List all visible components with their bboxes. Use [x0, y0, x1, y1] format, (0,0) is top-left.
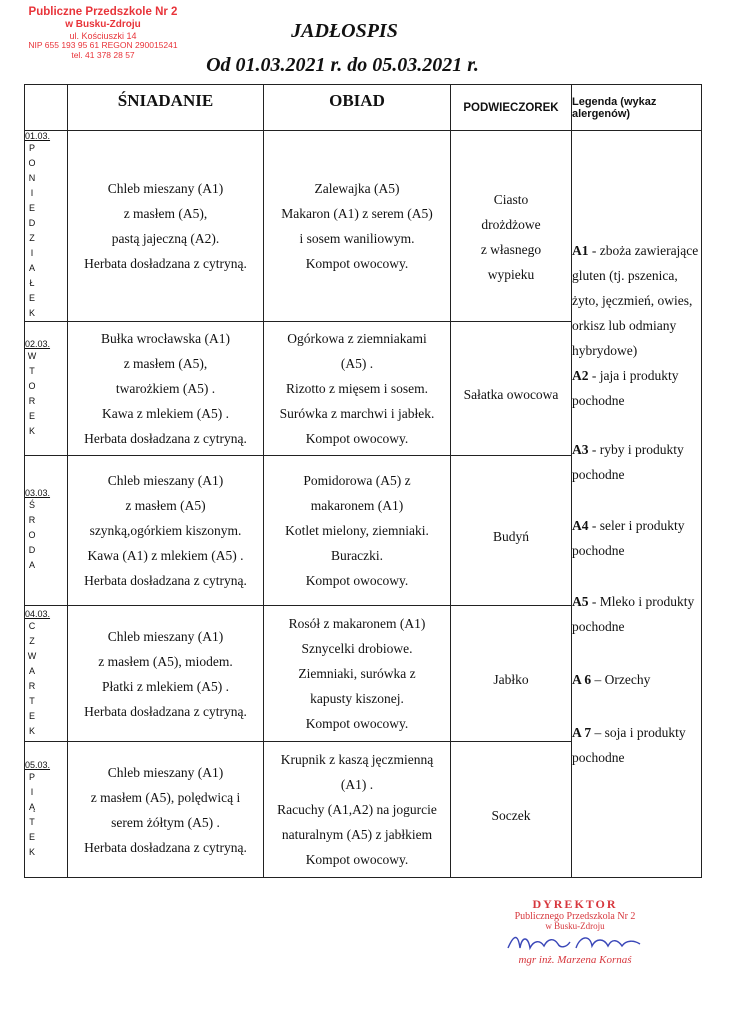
- lunch-cell: [264, 606, 451, 742]
- lunch-line: Rosół z makaronem (A1): [288, 616, 426, 631]
- day-cell: [25, 322, 68, 456]
- lunch-line: (A5) .: [340, 356, 374, 371]
- day-letter: A: [28, 665, 35, 676]
- legend-item: [572, 589, 701, 639]
- corner-cell: [25, 85, 68, 131]
- signature-line: DYREKTOR: [532, 897, 618, 911]
- stamp-line: ul. Kościuszki 14: [69, 30, 137, 41]
- lunch-line: kapusty kiszonej.: [310, 691, 404, 706]
- breakfast-line: Chleb mieszany (A1): [107, 764, 224, 780]
- legend-text: - ryby i produkty pochodne: [572, 442, 684, 482]
- day-letter: P: [28, 771, 35, 782]
- snack-cell: [451, 606, 572, 742]
- day-letter: D: [28, 545, 36, 555]
- breakfast-line: z masłem (A5): [125, 498, 206, 513]
- snack-line: Budyń: [492, 529, 529, 544]
- lunch-cell: [264, 131, 451, 322]
- legend-code: A2: [572, 368, 589, 383]
- day-letter: Ą: [28, 801, 35, 812]
- legend-text: – Orzechy: [591, 672, 651, 687]
- breakfast-line: Chleb mieszany (A1): [107, 628, 224, 644]
- lunch-line: Kompot owocowy.: [305, 256, 409, 271]
- day-letter: Z: [29, 233, 35, 243]
- day-letter: E: [28, 203, 35, 213]
- legend-item: [572, 437, 701, 487]
- breakfast-line: z masłem (A5), miodem.: [98, 653, 233, 669]
- snack-line: Jabłko: [493, 672, 529, 687]
- day-letter: T: [29, 816, 35, 827]
- breakfast-line: Herbata dosładzana z cytryną.: [84, 703, 247, 719]
- snack-line: drożdżowe: [481, 217, 541, 232]
- snack-cell: [451, 131, 572, 322]
- lunch-cell: [264, 322, 451, 456]
- day-cell: [25, 606, 68, 742]
- legend-item: [572, 667, 701, 692]
- legend-text: – soja i produkty pochodne: [572, 725, 686, 765]
- lunch-line: Zalewajka (A5): [314, 181, 400, 196]
- lunch-line: Kompot owocowy.: [305, 852, 409, 867]
- breakfast-cell: [68, 742, 264, 878]
- header-breakfast: ŚNIADANIE: [68, 85, 264, 131]
- day-letter: W: [27, 650, 37, 661]
- signature-line: mgr inż. Marzena Kornaś: [518, 954, 632, 967]
- day-cell: [25, 131, 68, 322]
- breakfast-line: serem żółtym (A5) .: [111, 814, 220, 830]
- legend-code: A 6: [572, 672, 592, 687]
- breakfast-line: Chleb mieszany (A1): [107, 181, 224, 196]
- day-letter: I: [30, 188, 34, 198]
- snack-cell: [451, 742, 572, 878]
- lunch-line: Kompot owocowy.: [305, 573, 409, 588]
- day-letter: Z: [29, 635, 35, 646]
- stamp-line: Publiczne Przedszkole Nr 2: [28, 6, 178, 18]
- day-letter: K: [28, 425, 35, 436]
- legend-text: - zboża zawierające gluten (tj. pszenica, żyto, jęczmień, owies, orkisz lub odmiany hybrydowe): [572, 243, 699, 358]
- day-date: 05.03.: [25, 759, 51, 770]
- breakfast-line: Herbata dosładzana z cytryną.: [84, 839, 247, 855]
- day-letter: I: [30, 248, 34, 258]
- breakfast-cell: [68, 322, 264, 456]
- snack-line: Soczek: [491, 808, 531, 823]
- snack-line: Sałatka owocowa: [463, 387, 559, 402]
- day-letter: T: [29, 695, 35, 706]
- header-legend: Legenda (wykaz alergenów): [572, 85, 702, 131]
- lunch-line: Ogórkowa z ziemniakami: [287, 331, 427, 346]
- lunch-line: Pomidorowa (A5) z: [303, 473, 411, 488]
- breakfast-line: Herbata dosładzana z cytryną.: [84, 256, 247, 271]
- breakfast-line: Kawa z mlekiem (A5) .: [101, 406, 230, 421]
- handwritten-signature-icon: [500, 932, 650, 954]
- legend-text: - seler i produkty pochodne: [572, 518, 685, 558]
- stamp-line: NIP 655 193 95 61 REGON 290015241: [28, 40, 178, 51]
- day-name-vertical: [27, 770, 37, 860]
- day-letter: R: [28, 515, 36, 525]
- day-name-vertical: [27, 619, 37, 739]
- lunch-line: naturalnym (A5) z jabłkiem: [281, 827, 433, 842]
- breakfast-line: z masłem (A5),: [123, 206, 208, 221]
- day-letter: N: [28, 173, 36, 183]
- day-letter: Ś: [28, 500, 35, 510]
- lunch-line: Krupnik z kaszą jęczmienną: [280, 752, 434, 767]
- lunch-line: Kompot owocowy.: [305, 431, 409, 446]
- breakfast-cell: [68, 131, 264, 322]
- day-letter: O: [28, 158, 36, 168]
- breakfast-cell: [68, 456, 264, 606]
- breakfast-line: Herbata dosładzana z cytryną.: [84, 431, 247, 446]
- day-date: 01.03.: [25, 131, 51, 141]
- day-letter: I: [30, 786, 34, 797]
- day-letter: R: [28, 395, 36, 406]
- day-letter: E: [28, 831, 35, 842]
- lunch-line: Kotlet mielony, ziemniaki.: [285, 523, 429, 538]
- day-cell: [25, 456, 68, 606]
- snack-line: wypieku: [487, 267, 535, 282]
- header-snack: PODWIECZOREK: [451, 85, 572, 131]
- page-title: JADŁOSPIS: [291, 20, 398, 42]
- day-name-vertical: [27, 349, 37, 439]
- breakfast-cell: [68, 606, 264, 742]
- stamp-line: tel. 41 378 28 57: [71, 49, 135, 60]
- day-letter: K: [28, 725, 35, 736]
- legend-code: A4: [572, 518, 589, 533]
- legend-code: A 7: [572, 725, 592, 740]
- day-letter: E: [28, 410, 35, 421]
- signature-line: Publicznego Przedszkola Nr 2: [514, 911, 636, 923]
- breakfast-line: twarożkiem (A5) .: [115, 381, 216, 396]
- breakfast-line: Płatki z mlekiem (A5) .: [101, 678, 230, 694]
- menu-row: [25, 131, 702, 322]
- lunch-line: makaronem (A1): [310, 498, 404, 513]
- day-letter: W: [27, 350, 37, 361]
- day-letter: A: [28, 263, 35, 273]
- day-name-vertical: [27, 498, 37, 573]
- snack-cell: [451, 322, 572, 456]
- lunch-line: Sznycelki drobiowe.: [301, 641, 413, 656]
- lunch-line: Makaron (A1) z serem (A5): [281, 206, 433, 221]
- snack-cell: [451, 456, 572, 606]
- day-letter: K: [28, 308, 35, 318]
- day-letter: A: [28, 560, 35, 570]
- day-letter: T: [29, 365, 35, 376]
- stamp-line: w Busku-Zdroju: [65, 19, 141, 31]
- breakfast-line: Chleb mieszany (A1): [107, 473, 224, 488]
- breakfast-line: pastą jajeczną (A2).: [111, 231, 220, 246]
- breakfast-line: Kawa (A1) z mlekiem (A5) .: [87, 548, 244, 563]
- day-date: 03.03.: [25, 488, 51, 498]
- snack-line: z własnego: [480, 242, 542, 257]
- snack-line: Ciasto: [493, 192, 529, 207]
- breakfast-line: szynką,ogórkiem kiszonym.: [89, 523, 242, 538]
- day-cell: [25, 742, 68, 878]
- lunch-line: Racuchy (A1,A2) na jogurcie: [277, 802, 437, 817]
- day-letter: E: [28, 293, 35, 303]
- date-range: Od 01.03.2021 r. do 05.03.2021 r.: [206, 54, 479, 76]
- legend-code: A3: [572, 442, 589, 457]
- legend-text: - Mleko i produkty pochodne: [572, 594, 695, 634]
- day-date: 02.03.: [25, 338, 51, 349]
- lunch-line: (A1) .: [340, 777, 374, 792]
- lunch-line: i sosem waniliowym.: [299, 231, 415, 246]
- signature-line: w Busku-Zdroju: [545, 921, 605, 932]
- legend-item: [572, 238, 701, 363]
- legend-item: [572, 513, 701, 563]
- lunch-line: Ziemniaki, surówka z: [298, 666, 416, 681]
- legend-text: - jaja i produkty pochodne: [572, 368, 679, 408]
- day-letter: E: [28, 710, 35, 721]
- day-letter: Ł: [29, 278, 35, 288]
- legend-code: A5: [572, 594, 589, 609]
- day-letter: O: [28, 380, 36, 391]
- day-date: 04.03.: [25, 608, 51, 619]
- menu-table: [24, 84, 702, 878]
- day-letter: K: [28, 846, 35, 857]
- breakfast-line: Bułka wrocławska (A1): [101, 331, 230, 346]
- allergen-legend: [572, 131, 702, 878]
- legend-item: [572, 363, 701, 413]
- breakfast-line: z masłem (A5),: [123, 356, 208, 371]
- day-letter: D: [28, 218, 36, 228]
- breakfast-line: Herbata dosładzana z cytryną.: [84, 573, 247, 588]
- director-signature-stamp: [470, 898, 680, 966]
- day-letter: P: [28, 143, 35, 153]
- lunch-cell: [264, 456, 451, 606]
- legend-item: [572, 720, 701, 770]
- lunch-line: Buraczki.: [330, 548, 384, 563]
- lunch-line: Kompot owocowy.: [305, 716, 409, 731]
- day-letter: R: [28, 680, 36, 691]
- day-name-vertical: [27, 141, 37, 321]
- breakfast-line: z masłem (A5), polędwicą i: [90, 789, 241, 805]
- legend-code: A1: [572, 243, 589, 258]
- header-lunch: OBIAD: [264, 85, 451, 131]
- lunch-cell: [264, 742, 451, 878]
- lunch-line: Rizotto z mięsem i sosem.: [285, 381, 429, 396]
- day-letter: O: [28, 530, 36, 540]
- lunch-line: Surówka z marchwi i jabłek.: [279, 406, 435, 421]
- day-letter: C: [28, 620, 36, 631]
